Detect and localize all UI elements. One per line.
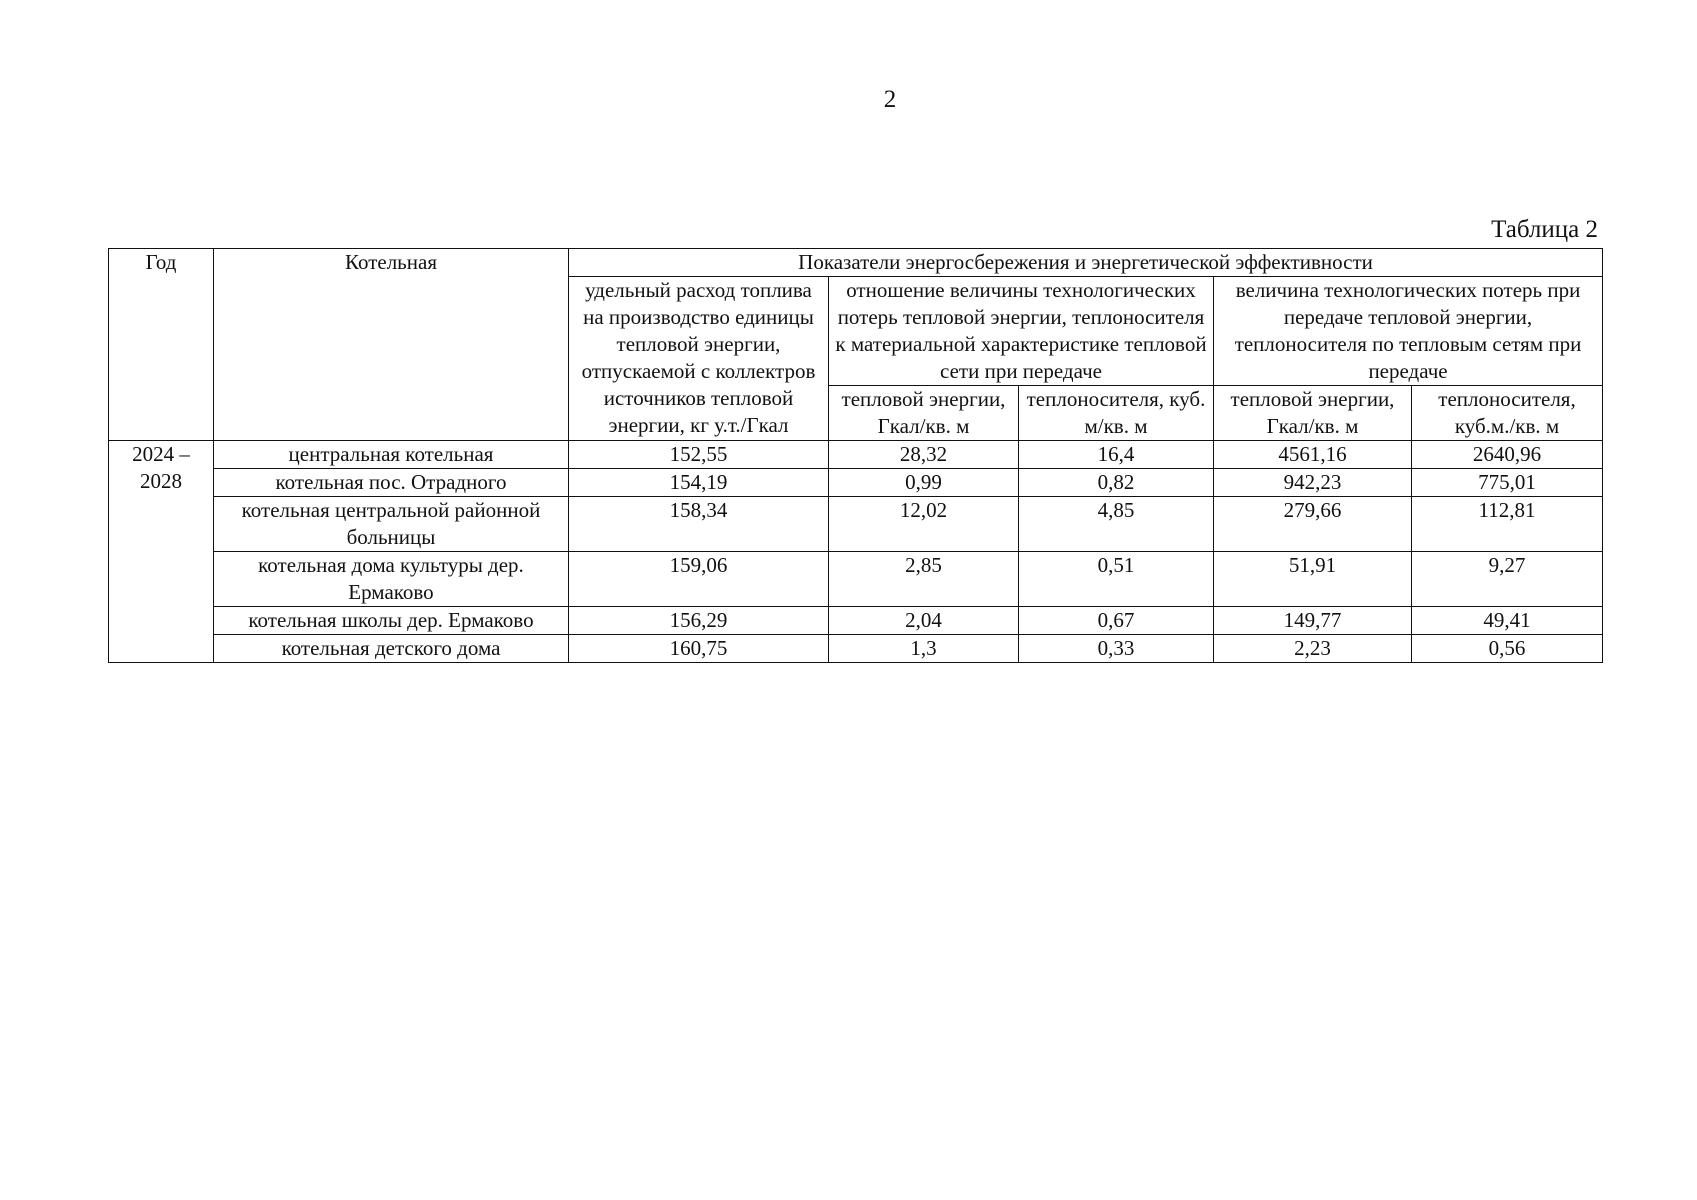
loss-heat-value: 2,23 [1214,635,1412,663]
loss-carrier-value: 112,81 [1412,497,1603,552]
ratio-heat-value: 0,99 [829,469,1019,497]
loss-heat-value: 4561,16 [1214,441,1412,469]
header-boiler: Котельная [214,249,569,441]
ratio-carrier-value: 0,33 [1019,635,1214,663]
ratio-carrier-value: 16,4 [1019,441,1214,469]
table-row [109,635,1603,663]
loss-heat-value: 149,77 [1214,607,1412,635]
ratio-heat-value: 2,85 [829,552,1019,607]
header-loss-value-group: величина технологических потерь при передаче тепловой энергии, теплоносителя по тепловым сетям при передаче [1214,277,1603,386]
ratio-carrier-value: 4,85 [1019,497,1214,552]
table-row [109,552,1603,607]
boiler-name: котельная дома культуры дер. Ермаково [214,552,569,607]
header-loss-carrier: теплоносителя, куб.м./кв. м [1412,386,1603,441]
loss-carrier-value: 2640,96 [1412,441,1603,469]
fuel-value: 158,34 [569,497,829,552]
header-fuel-consumption: удельный расход топлива на производство единицы тепловой энергии, отпускаемой с коллектров источников тепловой энергии, кг у.т./Гкал [569,277,829,441]
ratio-heat-value: 1,3 [829,635,1019,663]
energy-efficiency-table [108,248,1603,663]
loss-carrier-value: 49,41 [1412,607,1603,635]
ratio-carrier-value: 0,82 [1019,469,1214,497]
ratio-carrier-value: 0,51 [1019,552,1214,607]
loss-heat-value: 279,66 [1214,497,1412,552]
header-loss-heat: тепловой энергии, Гкал/кв. м [1214,386,1412,441]
ratio-heat-value: 12,02 [829,497,1019,552]
loss-heat-value: 51,91 [1214,552,1412,607]
ratio-carrier-value: 0,67 [1019,607,1214,635]
table-caption: Таблица 2 [1491,216,1598,243]
loss-carrier-value: 9,27 [1412,552,1603,607]
fuel-value: 156,29 [569,607,829,635]
loss-carrier-value: 775,01 [1412,469,1603,497]
year-cell: 2024 – 2028 [109,441,214,663]
fuel-value: 159,06 [569,552,829,607]
table-row [109,469,1603,497]
header-indicators-group: Показатели энергосбережения и энергетической эффективности [569,249,1603,277]
fuel-value: 152,55 [569,441,829,469]
boiler-name: котельная школы дер. Ермаково [214,607,569,635]
table-row [109,441,1603,469]
loss-heat-value: 942,23 [1214,469,1412,497]
loss-carrier-value: 0,56 [1412,635,1603,663]
table-row [109,497,1603,552]
ratio-heat-value: 2,04 [829,607,1019,635]
boiler-name: котельная центральной районной больницы [214,497,569,552]
boiler-name: котельная детского дома [214,635,569,663]
ratio-heat-value: 28,32 [829,441,1019,469]
fuel-value: 154,19 [569,469,829,497]
header-year: Год [109,249,214,441]
header-loss-ratio-group: отношение величины технологических потерь тепловой энергии, теплоносителя к материальной характеристике тепловой сети при передаче [829,277,1214,386]
table-row [109,607,1603,635]
boiler-name: котельная пос. Отрадного [214,469,569,497]
header-ratio-carrier: теплоносителя, куб. м/кв. м [1019,386,1214,441]
header-ratio-heat: тепловой энергии, Гкал/кв. м [829,386,1019,441]
boiler-name: центральная котельная [214,441,569,469]
fuel-value: 160,75 [569,635,829,663]
page-number: 2 [883,86,897,113]
